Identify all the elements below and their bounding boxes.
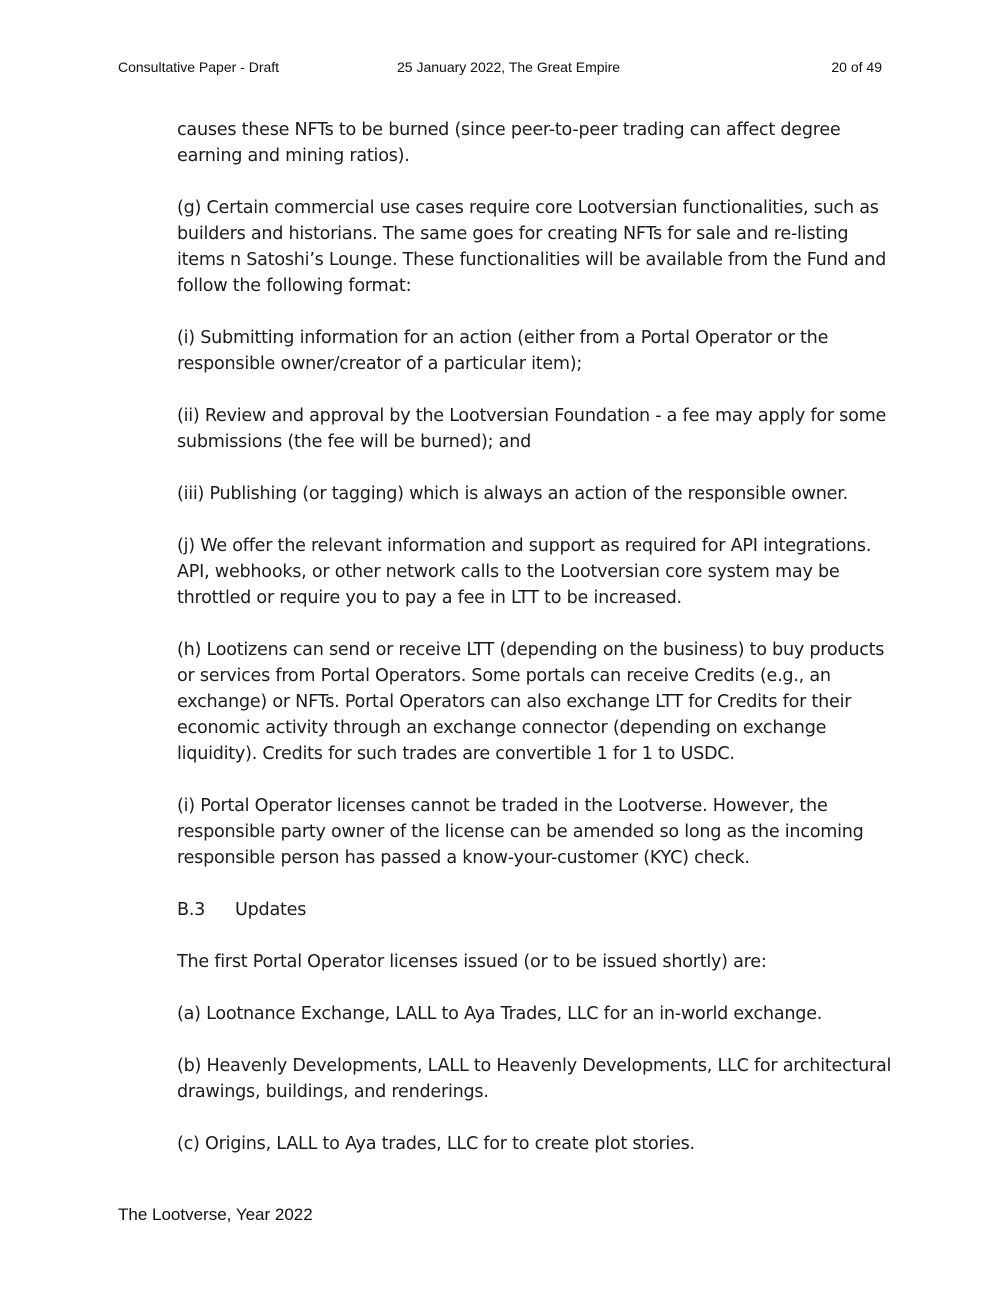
header-date-location: 25 January 2022, The Great Empire <box>397 59 621 75</box>
section-title: Updates <box>235 900 307 920</box>
document-body <box>177 117 897 1183</box>
header-page-number: 20 of 49 <box>831 59 882 75</box>
paragraph-a-lootnance: (a) Lootnance Exchange, LALL to Aya Trades, LLC for an in-world exchange. <box>177 1004 823 1024</box>
paragraph-b-heavenly: (b) Heavenly Developments, LALL to Heavenly Developments, LLC for architectural drawings, buildings, and renderings. <box>177 1056 892 1102</box>
paragraph-g-commercial-use: (g) Certain commercial use cases require core Lootversian functionalities, such as builders and historians. The same goes for creating NFTs for sale and re-listing items n Satoshi’s Lounge. These functionalities will be available from the Fund and follow the following format: <box>177 198 887 296</box>
paragraph-i-submitting: (i) Submitting information for an action (either from a Portal Operator or the responsible owner/creator of a particular item); <box>177 328 829 374</box>
header-document-title: Consultative Paper - Draft <box>118 59 280 75</box>
page-footer: The Lootverse, Year 2022 <box>118 1205 313 1224</box>
paragraph-iii-publishing: (iii) Publishing (or tagging) which is always an action of the responsible owner. <box>177 484 848 504</box>
paragraph-j-api: (j) We offer the relevant information and support as required for API integrations. API, webhooks, or other network calls to the Lootversian core system may be throttled or require you to pay a fee in LTT to be increased. <box>177 536 872 608</box>
section-heading <box>177 897 897 923</box>
paragraph-i-licenses: (i) Portal Operator licenses cannot be traded in the Lootverse. However, the responsible party owner of the license can be amended so long as the incoming responsible person has passed a know-your-customer (KYC) check. <box>177 796 864 868</box>
paragraph-licenses-intro: The first Portal Operator licenses issued (or to be issued shortly) are: <box>177 952 767 972</box>
paragraph-nft-burn-continuation: causes these NFTs to be burned (since peer-to-peer trading can affect degree earning and mining ratios). <box>177 120 841 166</box>
section-number: B.3 <box>177 900 206 920</box>
page-header <box>0 59 1000 79</box>
paragraph-c-origins: (c) Origins, LALL to Aya trades, LLC for to create plot stories. <box>177 1134 695 1154</box>
paragraph-ii-review: (ii) Review and approval by the Lootversian Foundation - a fee may apply for some submissions (the fee will be burned); and <box>177 406 887 452</box>
paragraph-h-lootizens: (h) Lootizens can send or receive LTT (depending on the business) to buy products or services from Portal Operators. Some portals can receive Credits (e.g., an exchange) or NFTs. Portal Operators can also exchange LTT for Credits for their economic activity through an exchange connector (depending on exchange liquidity). Credits for such trades are convertible 1 for 1 to USDC. <box>177 640 885 764</box>
